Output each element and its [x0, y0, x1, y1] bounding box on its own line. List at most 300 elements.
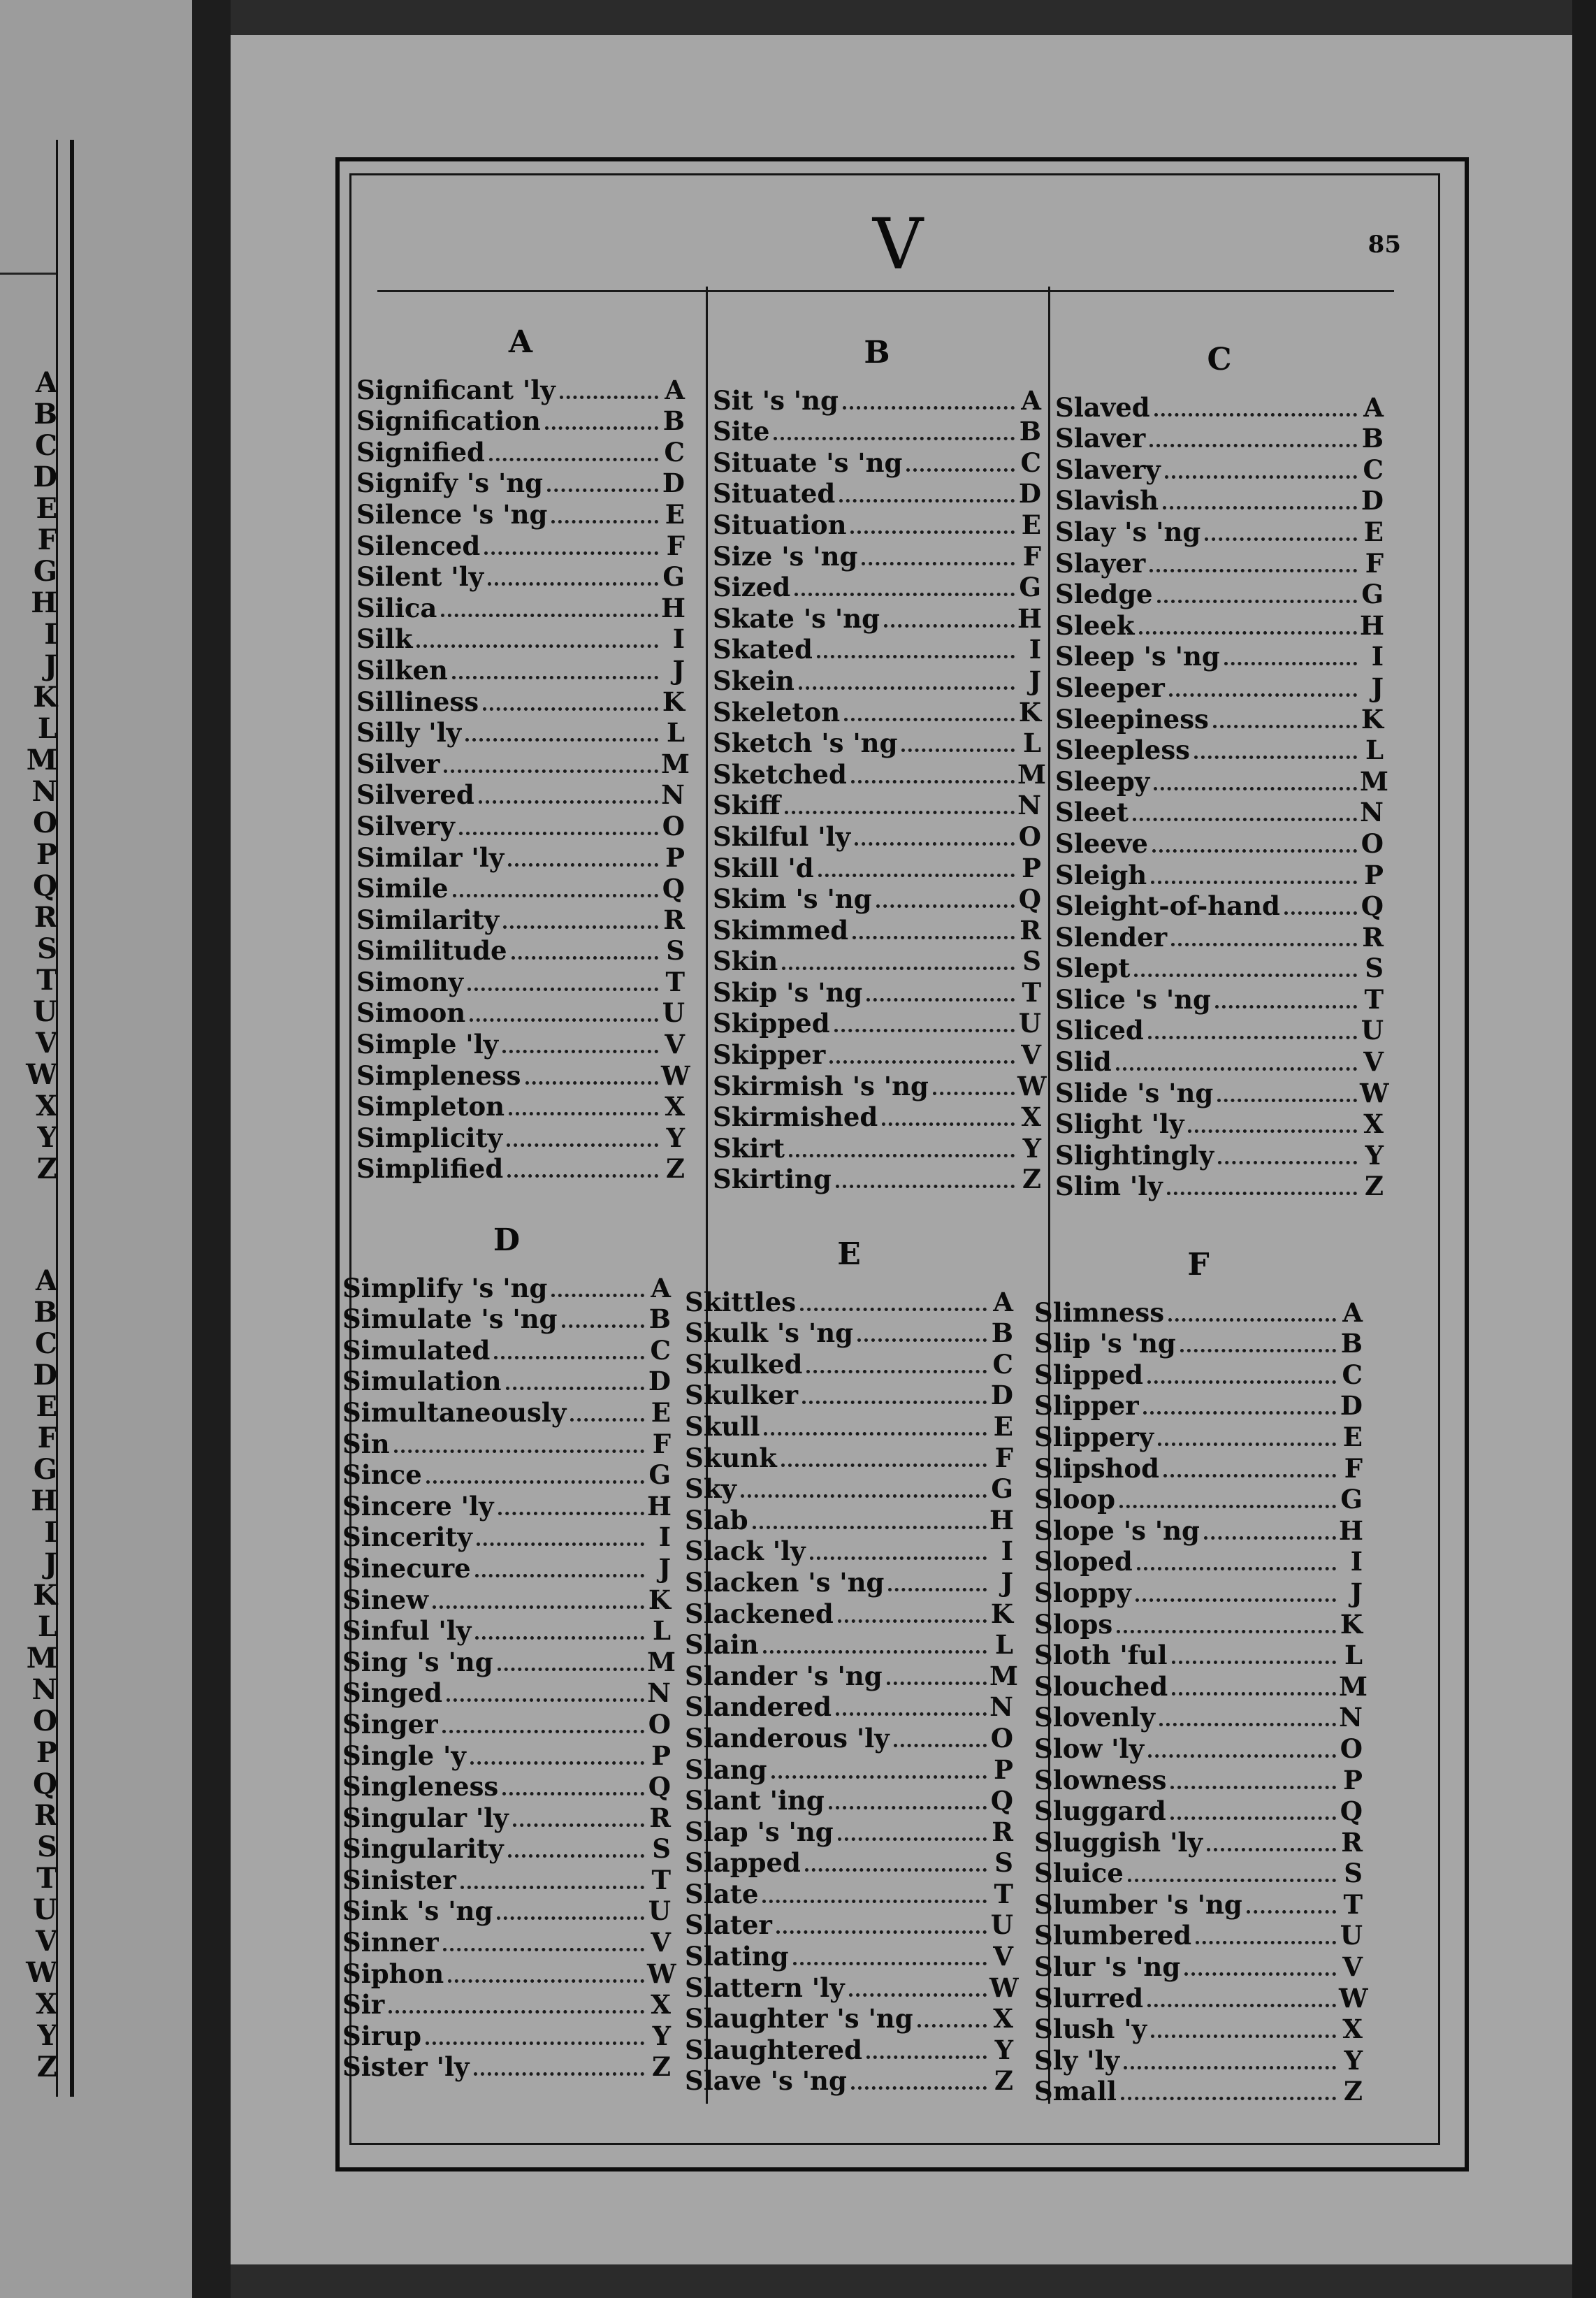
entry-code: T [1343, 1888, 1363, 1920]
entry-word: Silica [356, 592, 437, 623]
entry-word: Singer [342, 1708, 438, 1740]
entry-word: Slant 'ing [685, 1785, 825, 1816]
dot-leader [447, 1698, 644, 1702]
dot-leader [560, 396, 658, 399]
index-entry [342, 1552, 671, 1584]
dot-leader [789, 1154, 1015, 1157]
dot-leader [781, 1464, 987, 1467]
index-entry [1034, 1795, 1363, 1827]
left-page-letter: J [44, 649, 57, 682]
dot-leader [1134, 974, 1357, 977]
dot-leader [502, 1050, 658, 1053]
dot-leader [839, 499, 1015, 503]
entry-word: Singularity [342, 1833, 504, 1865]
entry-word: Sized [713, 572, 791, 603]
entry-code: I [1371, 641, 1384, 672]
index-entry [356, 904, 685, 935]
left-page-letters-bottom [8, 1265, 57, 2083]
entry-word: Skittles [685, 1286, 797, 1317]
entry-code: R [1020, 914, 1041, 946]
entry-code: N [1360, 797, 1384, 828]
dot-leader [1151, 881, 1357, 884]
entry-code: I [1350, 1546, 1363, 1577]
entry-word: Slater [685, 1909, 772, 1941]
entry-word: Skin [713, 946, 778, 977]
left-page-letter: U [33, 995, 57, 1028]
index-entry [356, 997, 685, 1029]
dot-leader [1205, 537, 1357, 541]
index-entry [685, 1691, 1013, 1723]
entry-word: Sirup [342, 2020, 422, 2051]
entry-word: Slipshod [1034, 1452, 1159, 1484]
dot-leader [906, 468, 1015, 472]
dot-leader [838, 1619, 987, 1623]
entry-code: P [1364, 859, 1384, 890]
left-page-letter: Z [36, 1152, 57, 1185]
index-entry [1034, 1359, 1363, 1390]
entry-word: Slice 's 'ng [1055, 983, 1211, 1015]
index-entry [1055, 454, 1384, 485]
entry-code: K [1340, 1608, 1363, 1640]
dot-leader [1194, 756, 1357, 759]
index-entry [1034, 1328, 1363, 1359]
index-entry [356, 935, 685, 967]
entry-word: Siphon [342, 1958, 444, 1989]
entry-word: Singleness [342, 1771, 499, 1802]
index-entry [342, 1895, 671, 1927]
dot-leader [1117, 1630, 1336, 1633]
entry-code: E [1021, 509, 1041, 540]
entry-word: Slanderous 'ly [685, 1722, 890, 1754]
index-entry [685, 1972, 1019, 2003]
index-entry [685, 1348, 1013, 1380]
index-entry [713, 1008, 1041, 1039]
left-page-letter: K [33, 681, 57, 714]
dot-leader [1149, 444, 1357, 447]
dot-leader [551, 520, 658, 523]
section-title: E [837, 1236, 861, 1272]
entry-code: Q [1340, 1795, 1363, 1827]
entry-code: S [1344, 1858, 1363, 1889]
index-entry [342, 1459, 671, 1491]
dot-leader [441, 614, 658, 617]
index-entry [1055, 703, 1384, 735]
index-entry [713, 478, 1041, 510]
dot-leader [1284, 911, 1357, 915]
entry-word: Slang [685, 1754, 767, 1785]
index-entry [713, 634, 1041, 665]
entry-code: B [1019, 416, 1041, 447]
dot-leader [484, 551, 658, 555]
dot-leader [894, 1744, 987, 1747]
entry-code: F [994, 1442, 1013, 1473]
index-entry [685, 2034, 1013, 2065]
dot-leader [853, 936, 1015, 939]
entry-code: X [1342, 2014, 1363, 2045]
entry-word: Sinful 'ly [342, 1615, 472, 1647]
entry-code: M [1339, 1670, 1368, 1702]
index-entry [1055, 423, 1384, 454]
index-entry [1055, 828, 1384, 859]
entry-code: X [665, 1091, 685, 1122]
index-entry [356, 592, 685, 623]
dot-leader [1137, 1567, 1336, 1570]
index-entry [685, 1317, 1013, 1349]
entry-code: L [1365, 735, 1384, 766]
index-entry [342, 1303, 671, 1335]
dot-leader [1158, 1443, 1336, 1446]
index-entry [342, 1802, 671, 1833]
entry-code: V [651, 1927, 671, 1958]
index-entry [1055, 921, 1384, 953]
entry-code: G [1361, 579, 1384, 610]
index-entry [1034, 1421, 1363, 1452]
entry-word: Single 'y [342, 1740, 466, 1771]
entry-code: R [663, 904, 685, 935]
entry-word: Sink 's 'ng [342, 1895, 493, 1927]
entry-code: K [648, 1584, 671, 1615]
index-entry [713, 447, 1041, 478]
dot-leader [829, 1060, 1015, 1064]
dot-leader [562, 1324, 644, 1328]
index-entry [356, 748, 690, 779]
entry-code: A [1342, 1296, 1363, 1328]
dot-leader [1172, 1661, 1336, 1664]
index-entry [685, 1504, 1013, 1535]
index-entry [685, 1754, 1013, 1785]
entry-word: Slush 'y [1034, 2014, 1147, 2045]
entry-code: R [992, 1816, 1013, 1847]
entry-word: Skimmed [713, 914, 849, 946]
index-entry [713, 1101, 1041, 1133]
entry-code: U [1340, 1920, 1363, 1951]
index-entry [356, 779, 685, 811]
entry-code: U [1361, 1015, 1384, 1046]
index-entry [1055, 890, 1384, 922]
entry-code: O [990, 1722, 1013, 1754]
entry-word: Slayer [1055, 547, 1146, 579]
dot-leader [1139, 631, 1358, 635]
dot-leader [933, 1092, 1015, 1095]
entry-word: Sketched [713, 758, 847, 790]
dot-leader [570, 1418, 644, 1422]
left-page-letter: C [35, 1327, 57, 1360]
entry-word: Skipper [713, 1039, 826, 1071]
entry-code: B [1340, 1328, 1363, 1359]
dot-leader [1148, 1754, 1336, 1758]
entry-word: Skipped [713, 1008, 830, 1039]
index-entry [356, 810, 685, 841]
index-entry [713, 1164, 1041, 1195]
left-page-letter: B [34, 398, 57, 431]
dot-leader [512, 956, 659, 960]
left-page-letter: A [35, 1264, 57, 1297]
index-entry [356, 717, 685, 749]
entry-code: L [1022, 728, 1041, 759]
entry-word: Sleeper [1055, 672, 1165, 703]
index-entry [1034, 1390, 1363, 1422]
left-page-letter: F [37, 1422, 57, 1454]
index-entry [1034, 1826, 1363, 1858]
book-gutter [192, 0, 231, 2298]
index-entry [1055, 547, 1384, 579]
entry-word: Silly 'ly [356, 717, 462, 749]
entry-code: C [1020, 447, 1041, 478]
section-1 [713, 328, 1047, 1195]
dot-leader [1168, 1318, 1336, 1322]
left-page-letter: Z [36, 2051, 57, 2083]
entry-word: Skulked [685, 1348, 803, 1380]
entry-word: Simplified [356, 1153, 504, 1185]
index-entry [713, 976, 1041, 1008]
dot-leader [498, 1668, 644, 1671]
index-entry [713, 758, 1046, 790]
index-entry [356, 873, 685, 904]
entry-code: Y [1344, 2044, 1363, 2076]
index-entry [713, 790, 1041, 821]
index-entry [342, 1708, 671, 1740]
left-page-letter: S [37, 1830, 57, 1863]
entry-word: Slaughter 's 'ng [685, 2003, 913, 2035]
entry-code: T [994, 1878, 1013, 1909]
entry-word: Skirt [713, 1132, 785, 1164]
index-entry [1034, 1608, 1363, 1640]
index-entry [342, 1958, 676, 1989]
entry-code: Q [990, 1785, 1013, 1816]
entry-word: Sloppy [1034, 1577, 1131, 1608]
entry-word: Sleepy [1055, 765, 1150, 797]
index-entry [356, 686, 685, 717]
entry-code: Z [1343, 2076, 1363, 2107]
entry-code: E [993, 1410, 1013, 1442]
dot-leader [1224, 662, 1357, 665]
entry-word: Sly 'ly [1034, 2044, 1120, 2076]
entry-code: R [1362, 921, 1384, 953]
entry-word: Sincerity [342, 1522, 472, 1553]
index-entry [1055, 516, 1384, 547]
entry-code: H [661, 592, 685, 623]
dot-leader [1217, 1099, 1357, 1102]
entry-word: Slaver [1055, 423, 1146, 454]
entry-word: Silliness [356, 686, 479, 717]
entry-code: U [1018, 1008, 1041, 1039]
left-page-letter: V [35, 1027, 57, 1060]
index-entry [356, 1091, 685, 1122]
entry-word: Slur 's 'ng [1034, 1951, 1181, 1983]
index-entry [1034, 1640, 1363, 1671]
dot-leader [426, 2042, 644, 2045]
entry-word: Slaughtered [685, 2034, 862, 2065]
dot-leader [443, 1948, 644, 1951]
entry-word: Skull [685, 1410, 760, 1442]
dot-leader [1196, 1941, 1336, 1944]
entry-word: Skated [713, 634, 813, 665]
left-page-letter: B [34, 1296, 57, 1329]
dot-leader [1165, 475, 1357, 479]
index-entry [342, 1428, 671, 1459]
entry-code: Z [1364, 1171, 1384, 1202]
entry-code: D [648, 1366, 671, 1397]
index-entry [685, 1629, 1013, 1661]
left-page-letter: T [36, 964, 57, 997]
dot-leader [498, 1512, 644, 1515]
dot-leader [479, 800, 658, 804]
dot-leader [1147, 1380, 1336, 1384]
index-entry [685, 1878, 1013, 1909]
left-page-letter: Q [33, 869, 57, 902]
entry-code: H [1339, 1515, 1363, 1546]
entry-code: N [989, 1691, 1013, 1723]
entry-word: Silence 's 'ng [356, 498, 548, 530]
index-entry [1055, 485, 1384, 516]
index-entry [342, 1833, 671, 1865]
index-entry [1055, 735, 1384, 766]
left-page-letter: H [31, 1484, 57, 1517]
entry-word: Sincere 'ly [342, 1490, 494, 1522]
section-4 [685, 1230, 1019, 2097]
entry-code: A [665, 374, 685, 405]
dot-leader [805, 1868, 987, 1872]
left-page [0, 0, 192, 2298]
dot-leader [1151, 2035, 1336, 2038]
entry-word: Sluggard [1034, 1795, 1166, 1827]
entry-word: Slide 's 'ng [1055, 1077, 1214, 1108]
entry-code: A [1363, 391, 1384, 423]
dot-leader [1133, 818, 1357, 821]
dot-leader [483, 707, 658, 711]
dot-leader [513, 1823, 644, 1827]
left-page-letter: K [33, 1579, 57, 1612]
entry-word: Simultaneously [342, 1396, 567, 1428]
dot-leader [843, 406, 1015, 410]
dot-leader [851, 2086, 987, 2090]
dot-leader [444, 769, 658, 773]
section-5 [1034, 1241, 1368, 2107]
index-entry [713, 852, 1041, 883]
entry-code: U [662, 997, 685, 1029]
left-page-letter: R [34, 901, 57, 934]
dot-leader [459, 832, 658, 835]
index-entry [1034, 1982, 1368, 2014]
index-entry [1055, 672, 1384, 703]
entry-word: Sledge [1055, 579, 1153, 610]
dot-leader [1147, 2004, 1336, 2007]
index-entry [713, 821, 1041, 852]
entry-word: Slain [685, 1629, 759, 1661]
dot-leader [834, 1029, 1015, 1032]
entry-word: Silvery [356, 810, 455, 841]
entry-word: Slid [1055, 1046, 1112, 1078]
index-entry [1055, 1139, 1384, 1171]
index-entry [1034, 1484, 1363, 1515]
dot-leader [494, 1356, 644, 1359]
index-entry [356, 374, 685, 405]
index-entry [356, 1153, 685, 1185]
index-entry [342, 1272, 671, 1303]
dot-leader [488, 582, 658, 586]
dot-leader [1188, 1129, 1357, 1133]
entry-code: W [1339, 1982, 1368, 2014]
index-entry [685, 1566, 1013, 1598]
dot-leader [508, 1854, 644, 1858]
entry-word: Singed [342, 1677, 442, 1709]
index-entry [713, 883, 1041, 915]
dot-leader [394, 1450, 644, 1453]
index-entry [1034, 1702, 1363, 1733]
entry-code: H [1017, 602, 1042, 634]
index-entry [1055, 1046, 1384, 1077]
entry-code: M [1017, 758, 1046, 790]
dot-leader [806, 1370, 987, 1373]
entry-code: W [661, 1060, 690, 1091]
index-entry [1034, 1296, 1363, 1328]
entry-code: J [658, 1552, 671, 1584]
entry-word: Slackened [685, 1598, 834, 1629]
entry-word: Sister 'ly [342, 2051, 470, 2083]
entry-code: G [662, 561, 685, 593]
index-entry [1034, 1858, 1363, 1889]
entry-code: L [994, 1629, 1013, 1661]
dot-leader [1154, 787, 1357, 790]
dot-leader [1128, 1879, 1336, 1882]
section-3 [342, 1216, 676, 2083]
dot-leader [836, 1185, 1015, 1188]
dot-leader [799, 686, 1015, 690]
entry-word: Slavery [1055, 454, 1161, 485]
index-entry [1034, 1920, 1363, 1951]
entry-word: Slippery [1034, 1421, 1154, 1452]
index-entry [356, 468, 685, 499]
entry-word: Slave 's 'ng [685, 2065, 847, 2097]
index-entry [342, 1740, 671, 1771]
section-title: A [508, 324, 533, 360]
entry-code: D [990, 1380, 1013, 1411]
index-entry [1055, 579, 1384, 610]
entry-code: X [1021, 1101, 1041, 1133]
entry-word: Silk [356, 623, 413, 655]
entry-code: G [1340, 1484, 1363, 1515]
index-entry [356, 623, 685, 655]
index-entry [342, 1926, 671, 1958]
entry-word: Sloop [1034, 1484, 1116, 1515]
entry-word: Skirmished [713, 1101, 878, 1133]
entry-code: Z [1022, 1164, 1041, 1195]
entry-code: P [1022, 852, 1041, 883]
entry-word: Silent 'ly [356, 561, 484, 593]
entry-word: Slightingly [1055, 1139, 1214, 1171]
entry-word: Slattern 'ly [685, 1972, 845, 2003]
left-page-letter: D [33, 1359, 57, 1392]
entry-code: Q [1361, 890, 1384, 922]
index-entry [342, 1490, 671, 1522]
entry-word: Skim 's 'ng [713, 883, 872, 915]
dot-leader [901, 749, 1015, 752]
index-entry [685, 2065, 1013, 2097]
entry-code: M [989, 1660, 1018, 1691]
entry-code: N [1017, 790, 1041, 821]
dot-leader [1207, 1848, 1336, 1851]
entry-code: O [1361, 828, 1384, 859]
entry-word: Slimness [1034, 1296, 1165, 1328]
entry-word: Sin [342, 1428, 390, 1459]
left-page-letter: J [44, 1547, 57, 1580]
left-page-letter: R [34, 1799, 57, 1832]
left-page-letters-top [8, 367, 57, 1185]
entry-code: J [1001, 1566, 1013, 1598]
index-entry [1034, 1951, 1363, 1982]
entry-word: Slops [1034, 1608, 1113, 1640]
entry-code: H [647, 1490, 672, 1522]
